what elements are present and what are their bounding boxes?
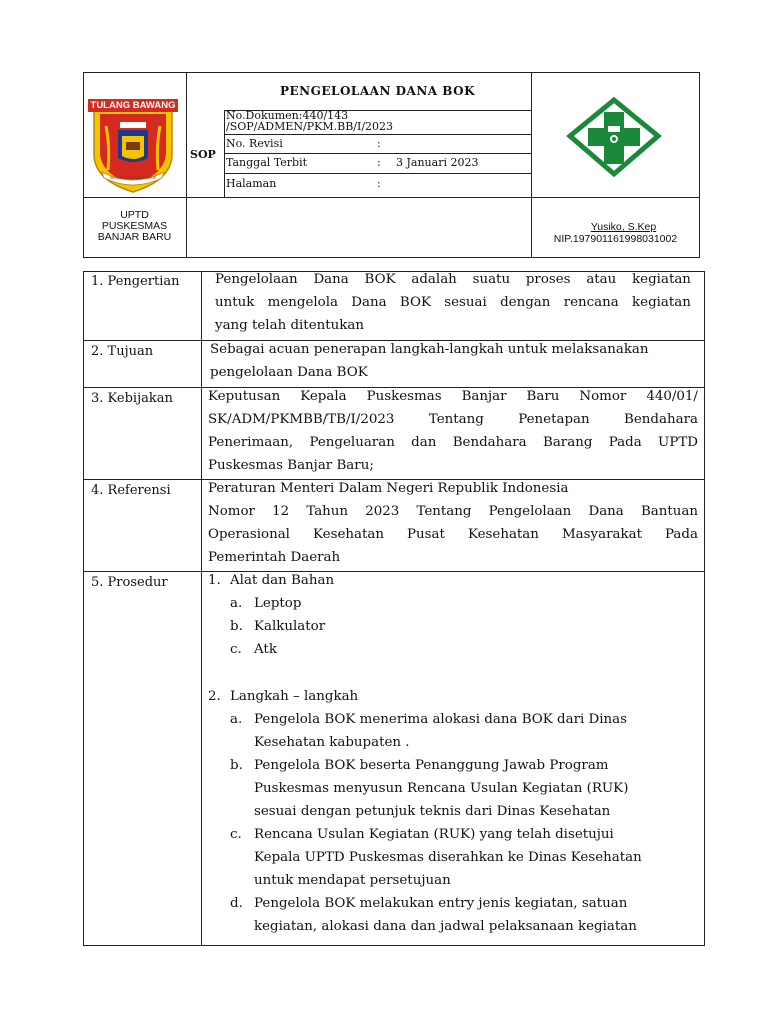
group1-heading bbox=[208, 569, 698, 592]
list-item: c. Rencana Usulan Kegiatan (RUK) yang telah disetujui Kepala UPTD Puskesmas diserahkan ke Dinas Kesehatan untuk mendapat persetujuan bbox=[230, 827, 642, 888]
doc-number-line1: No.Dokumen:440/143 bbox=[226, 109, 349, 122]
pengertian-label: 1. Pengertian bbox=[91, 274, 180, 289]
doc-number-line2: /SOP/ADMEN/PKM.BB/I/2023 bbox=[226, 120, 394, 133]
prosedur-group2 bbox=[208, 685, 698, 938]
page-label: Halaman bbox=[226, 177, 277, 190]
date-value: 3 Januari 2023 bbox=[396, 156, 479, 169]
list-item: b. Kalkulator bbox=[230, 619, 326, 634]
pengertian-line-2: untuk mengelola Dana BOK sesuai dengan rencana kegiatan bbox=[215, 295, 691, 310]
group2-title: Langkah – langkah bbox=[230, 689, 359, 704]
tujuan-line-2: pengelolaan Dana BOK bbox=[210, 365, 368, 380]
page-sep: : bbox=[377, 177, 381, 190]
meta-divider-3 bbox=[224, 173, 531, 174]
org-line3: BANJAR BARU bbox=[97, 231, 172, 243]
date-sep: : bbox=[377, 156, 381, 169]
kebijakan-line-4: Puskesmas Banjar Baru; bbox=[208, 458, 374, 473]
label-col-divider bbox=[201, 271, 202, 946]
kebijakan-line-3: Penerimaan, Pengeluaran dan Bendahara Barang Pada UPTD bbox=[208, 435, 698, 450]
kebijakan-line-1: Keputusan Kepala Puskesmas Banjar Baru Nomor 440/01/ bbox=[208, 389, 698, 404]
tujuan-label: 2. Tujuan bbox=[91, 344, 154, 359]
list-item: b. Pengelola BOK beserta Penanggung Jawab Program Puskesmas menyusun Rencana Usulan Kegiatan (RUK) sesuai dengan petunjuk teknis dari Dinas Kesehatan bbox=[230, 758, 629, 819]
date-label: Tanggal Terbit bbox=[226, 156, 308, 169]
document-title: PENGELOLAAN DANA BOK bbox=[279, 84, 476, 98]
signer bbox=[531, 221, 700, 245]
logo-banner: TULANG BAWANG bbox=[88, 99, 178, 112]
group2-heading bbox=[208, 685, 698, 708]
signer-nip: NIP.197901161998031002 bbox=[553, 233, 678, 245]
puskesmas-logo bbox=[566, 96, 662, 178]
group1-title: Alat dan Bahan bbox=[230, 573, 335, 588]
pengertian-line-1: Pengelolaan Dana BOK adalah suatu proses atau kegiatan bbox=[215, 272, 691, 287]
pengertian-line-3: yang telah ditentukan bbox=[215, 318, 364, 333]
revision-sep: : bbox=[377, 137, 381, 150]
prosedur-label: 5. Prosedur bbox=[91, 575, 168, 590]
org-line1: UPTD bbox=[120, 209, 149, 221]
referensi-line-2: Nomor 12 Tahun 2023 Tentang Pengelolaan Dana Bantuan bbox=[208, 504, 698, 519]
list-item: d. Pengelola BOK melakukan entry jenis kegiatan, satuan kegiatan, alokasi dana dan jadwal pelaksanaan kegiatan bbox=[230, 896, 637, 934]
referensi-label: 4. Referensi bbox=[91, 483, 171, 498]
org-line2: PUSKESMAS bbox=[101, 220, 168, 232]
group2-num: 2. bbox=[208, 689, 221, 704]
tulang-bawang-logo bbox=[88, 96, 178, 194]
list-item: c. Atk bbox=[230, 642, 277, 657]
revision-label: No. Revisi bbox=[226, 137, 283, 150]
pengertian-text bbox=[215, 268, 691, 337]
meta-divider-1 bbox=[224, 134, 531, 135]
referensi-text bbox=[208, 477, 698, 569]
kebijakan-text bbox=[208, 385, 698, 477]
referensi-line-1: Peraturan Menteri Dalam Negeri Republik Indonesia bbox=[208, 481, 569, 496]
kebijakan-label: 3. Kebijakan bbox=[91, 391, 173, 406]
sop-label: SOP bbox=[190, 148, 216, 161]
referensi-line-3: Operasional Kesehatan Pusat Kesehatan Masyarakat Pada bbox=[208, 527, 698, 542]
meta-divider-2 bbox=[224, 153, 531, 154]
logo-motto: SAI BUMI NENGAH NYAPUR bbox=[109, 176, 157, 180]
kebijakan-line-2: SK/ADM/PKMBB/TB/I/2023 Tentang Penetapan Bendahara bbox=[208, 412, 698, 427]
header-row-divider bbox=[83, 197, 700, 198]
org-name bbox=[83, 210, 186, 243]
group1-num: 1. bbox=[208, 573, 221, 588]
tujuan-line-1: Sebagai acuan penerapan langkah-langkah untuk melaksanakan bbox=[210, 342, 649, 357]
signer-name: Yusiko, S.Kep bbox=[590, 221, 657, 233]
tujuan-text bbox=[210, 338, 698, 384]
list-item: a. Pengelola BOK menerima alokasi dana BOK dari Dinas Kesehatan kabupaten . bbox=[230, 712, 628, 750]
header-col-divider-1 bbox=[186, 72, 187, 258]
list-item: a. Leptop bbox=[230, 596, 302, 611]
referensi-line-4: Pemerintah Daerah bbox=[208, 550, 341, 565]
prosedur-group1 bbox=[208, 569, 698, 661]
